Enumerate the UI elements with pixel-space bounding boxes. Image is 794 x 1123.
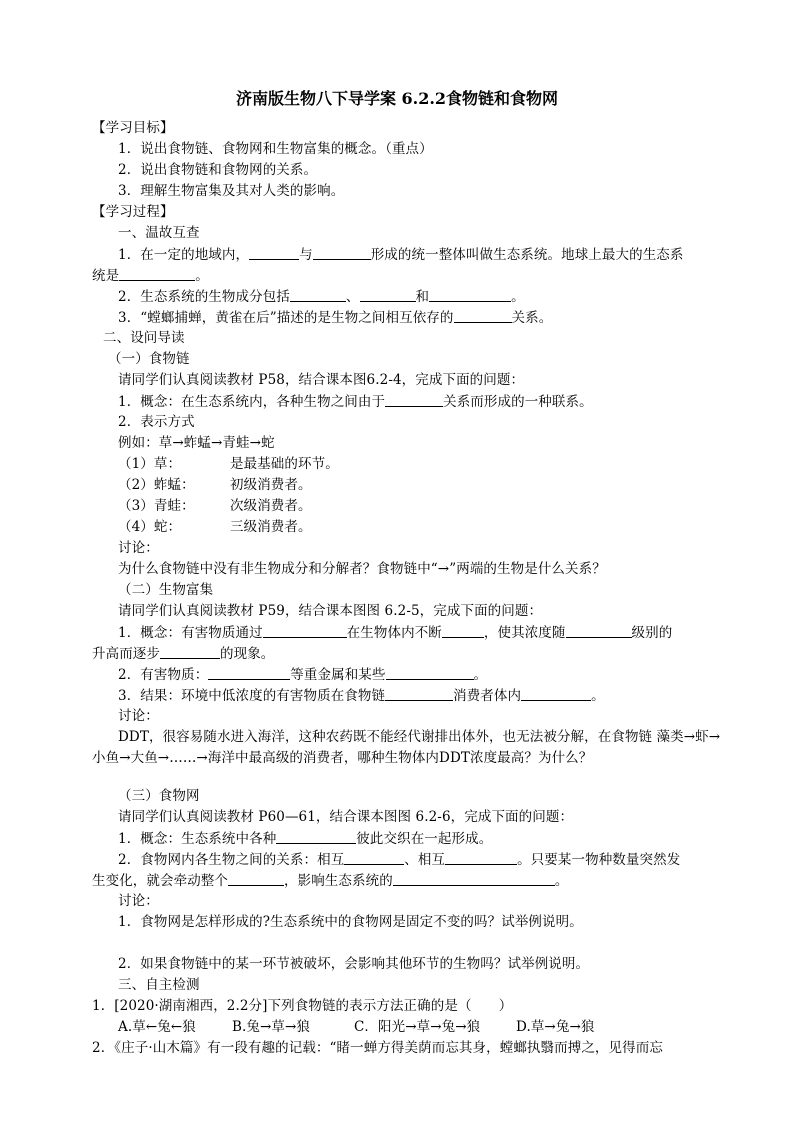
option-d[interactable]: D.草→兔→狼 [516, 1019, 595, 1035]
page-title: 济南版生物八下导学案 6.2.2食物链和食物网 [235, 89, 559, 108]
option-b[interactable]: B.兔→草→狼 [232, 1019, 311, 1035]
blank[interactable] [290, 286, 346, 302]
option-c[interactable]: C．阳光→草→兔→狼 [354, 1019, 481, 1035]
bio-concept: 1．概念：有害物质通过 在生物体内不断 ，使其浓度随 级别的 [0, 622, 794, 643]
web-discuss-1: 1．食物网是怎样形成的?生态系统中的食物网是固定不变的吗？试举例说明。 [118, 914, 583, 930]
blank[interactable] [445, 849, 517, 865]
goal-item: 2．说出食物链和食物网的关系。 [118, 162, 318, 178]
self-heading: 三、自主检测 [118, 977, 200, 993]
blank[interactable] [208, 664, 290, 680]
web-intro: 请同学们认真阅读教材 P60—61，结合课本图图 6.2-6，完成下面的问题： [118, 809, 574, 825]
blank[interactable] [360, 286, 416, 302]
chain-item: （3）青蛙： 次级消费者。 [118, 498, 312, 514]
bio-concept-cont: 升高而逐步 的现象。 [0, 643, 794, 664]
review-heading: 一、温故互查 [118, 225, 200, 241]
web-relation: 2．食物网内各生物之间的关系：相互 、相互 。只要某一物种数量突然发 [0, 849, 794, 870]
chain-discuss-label: 讨论： [118, 540, 159, 556]
review-question-2: 2．生态系统的生物成分包括 、 和 。 [0, 286, 794, 307]
blank[interactable] [454, 307, 512, 323]
bio-ddt-question: DDT，很容易随水进入海洋，这种农药既不能经代谢排出体外，也无法被分解，在食物链 藻类→虾→ [118, 729, 721, 745]
chain-intro: 请同学们认真阅读教材 P58，结合课本图6.2-4，完成下面的问题： [118, 372, 525, 388]
self-question-1: 1．[2020·湖南湘西，2.2分]下列食物链的表示方法正确的是（ ） [92, 998, 513, 1014]
review-question-3: 3．“螳螂捕蝉，黄雀在后”描述的是生物之间相互依存的 关系。 [0, 307, 794, 328]
blank[interactable] [276, 828, 356, 844]
chain-item: （2）蚱蜢： 初级消费者。 [118, 477, 312, 493]
web-relation-cont: 生变化，就会牵动整个 ，影响生态系统的 。 [0, 870, 794, 891]
blank[interactable] [263, 622, 347, 638]
bio-ddt-question-cont: 小鱼→大鱼→……→海洋中最高级的消费者，哪种生物体内DDT浓度最高？为什么？ [92, 750, 593, 766]
goal-item: 1．说出食物链、食物网和生物富集的概念。（重点） [118, 141, 433, 157]
self-question-2: 2．《庄子·山木篇》有一段有趣的记载：“睹一蝉方得美荫而忘其身，螳螂执翳而搏之，见得而忘 [92, 1040, 663, 1056]
bio-result: 3．结果：环境中低浓度的有害物质在食物链 消费者体内 。 [0, 685, 794, 706]
review-question-1-cont: 统是 。 [0, 265, 794, 286]
bio-harm: 2．有害物质： 等重金属和某些 。 [0, 664, 794, 685]
blank[interactable] [385, 391, 443, 407]
bio-intro: 请同学们认真阅读教材 P59，结合课本图图 6.2-5，完成下面的问题： [118, 603, 543, 619]
blank[interactable] [442, 622, 484, 638]
chain-heading: （一）食物链 [108, 351, 190, 367]
chain-discuss: 为什么食物链中没有非生物成分和分解者？食物链中“→”两端的生物是什么关系？ [118, 561, 606, 577]
goal-item: 3．理解生物富集及其对人类的影响。 [118, 183, 345, 199]
option-a[interactable]: A.草←兔←狼 [118, 1019, 196, 1035]
blank[interactable] [393, 870, 555, 886]
chain-example: 例如：草→蚱蜢→青蛙→蛇 [118, 435, 275, 451]
web-heading: （三）食物网 [118, 788, 200, 804]
blank[interactable] [249, 244, 299, 260]
web-discuss-2: 2．如果食物链中的某一环节被破坏，会影响其他环节的生物吗？试举例说明。 [118, 956, 590, 972]
bio-discuss-label: 讨论： [118, 708, 159, 724]
chain-concept: 1．概念：在生态系统内，各种生物之间由于 关系而形成的一种联系。 [0, 391, 794, 412]
blank[interactable] [385, 685, 453, 701]
blank[interactable] [344, 849, 404, 865]
self-question-1-options [0, 1017, 794, 1037]
chain-item: （1）草： 是最基础的环节。 [118, 456, 339, 472]
blank[interactable] [386, 664, 474, 680]
chain-item: （4）蛇： 三级消费者。 [118, 519, 312, 535]
process-heading: 【学习过程】 [92, 204, 174, 220]
bio-heading: （二）生物富集 [118, 582, 214, 598]
chain-format: 2．表示方式 [118, 414, 195, 430]
blank[interactable] [160, 643, 220, 659]
review-question-1: 1．在一定的地域内， 与 形成的统一整体叫做生态系统。地球上最大的生态系 [0, 244, 794, 265]
web-discuss-label: 讨论： [118, 893, 159, 909]
blank[interactable] [119, 265, 195, 281]
blank[interactable] [521, 685, 591, 701]
blank[interactable] [313, 244, 371, 260]
web-concept: 1．概念：生态系统中各种 彼此交织在一起形成。 [0, 828, 794, 849]
blank[interactable] [566, 622, 632, 638]
blank[interactable] [429, 286, 511, 302]
goals-heading: 【学习目标】 [92, 120, 174, 136]
blank[interactable] [228, 870, 284, 886]
guide-heading: 二、设问导读 [103, 330, 185, 346]
